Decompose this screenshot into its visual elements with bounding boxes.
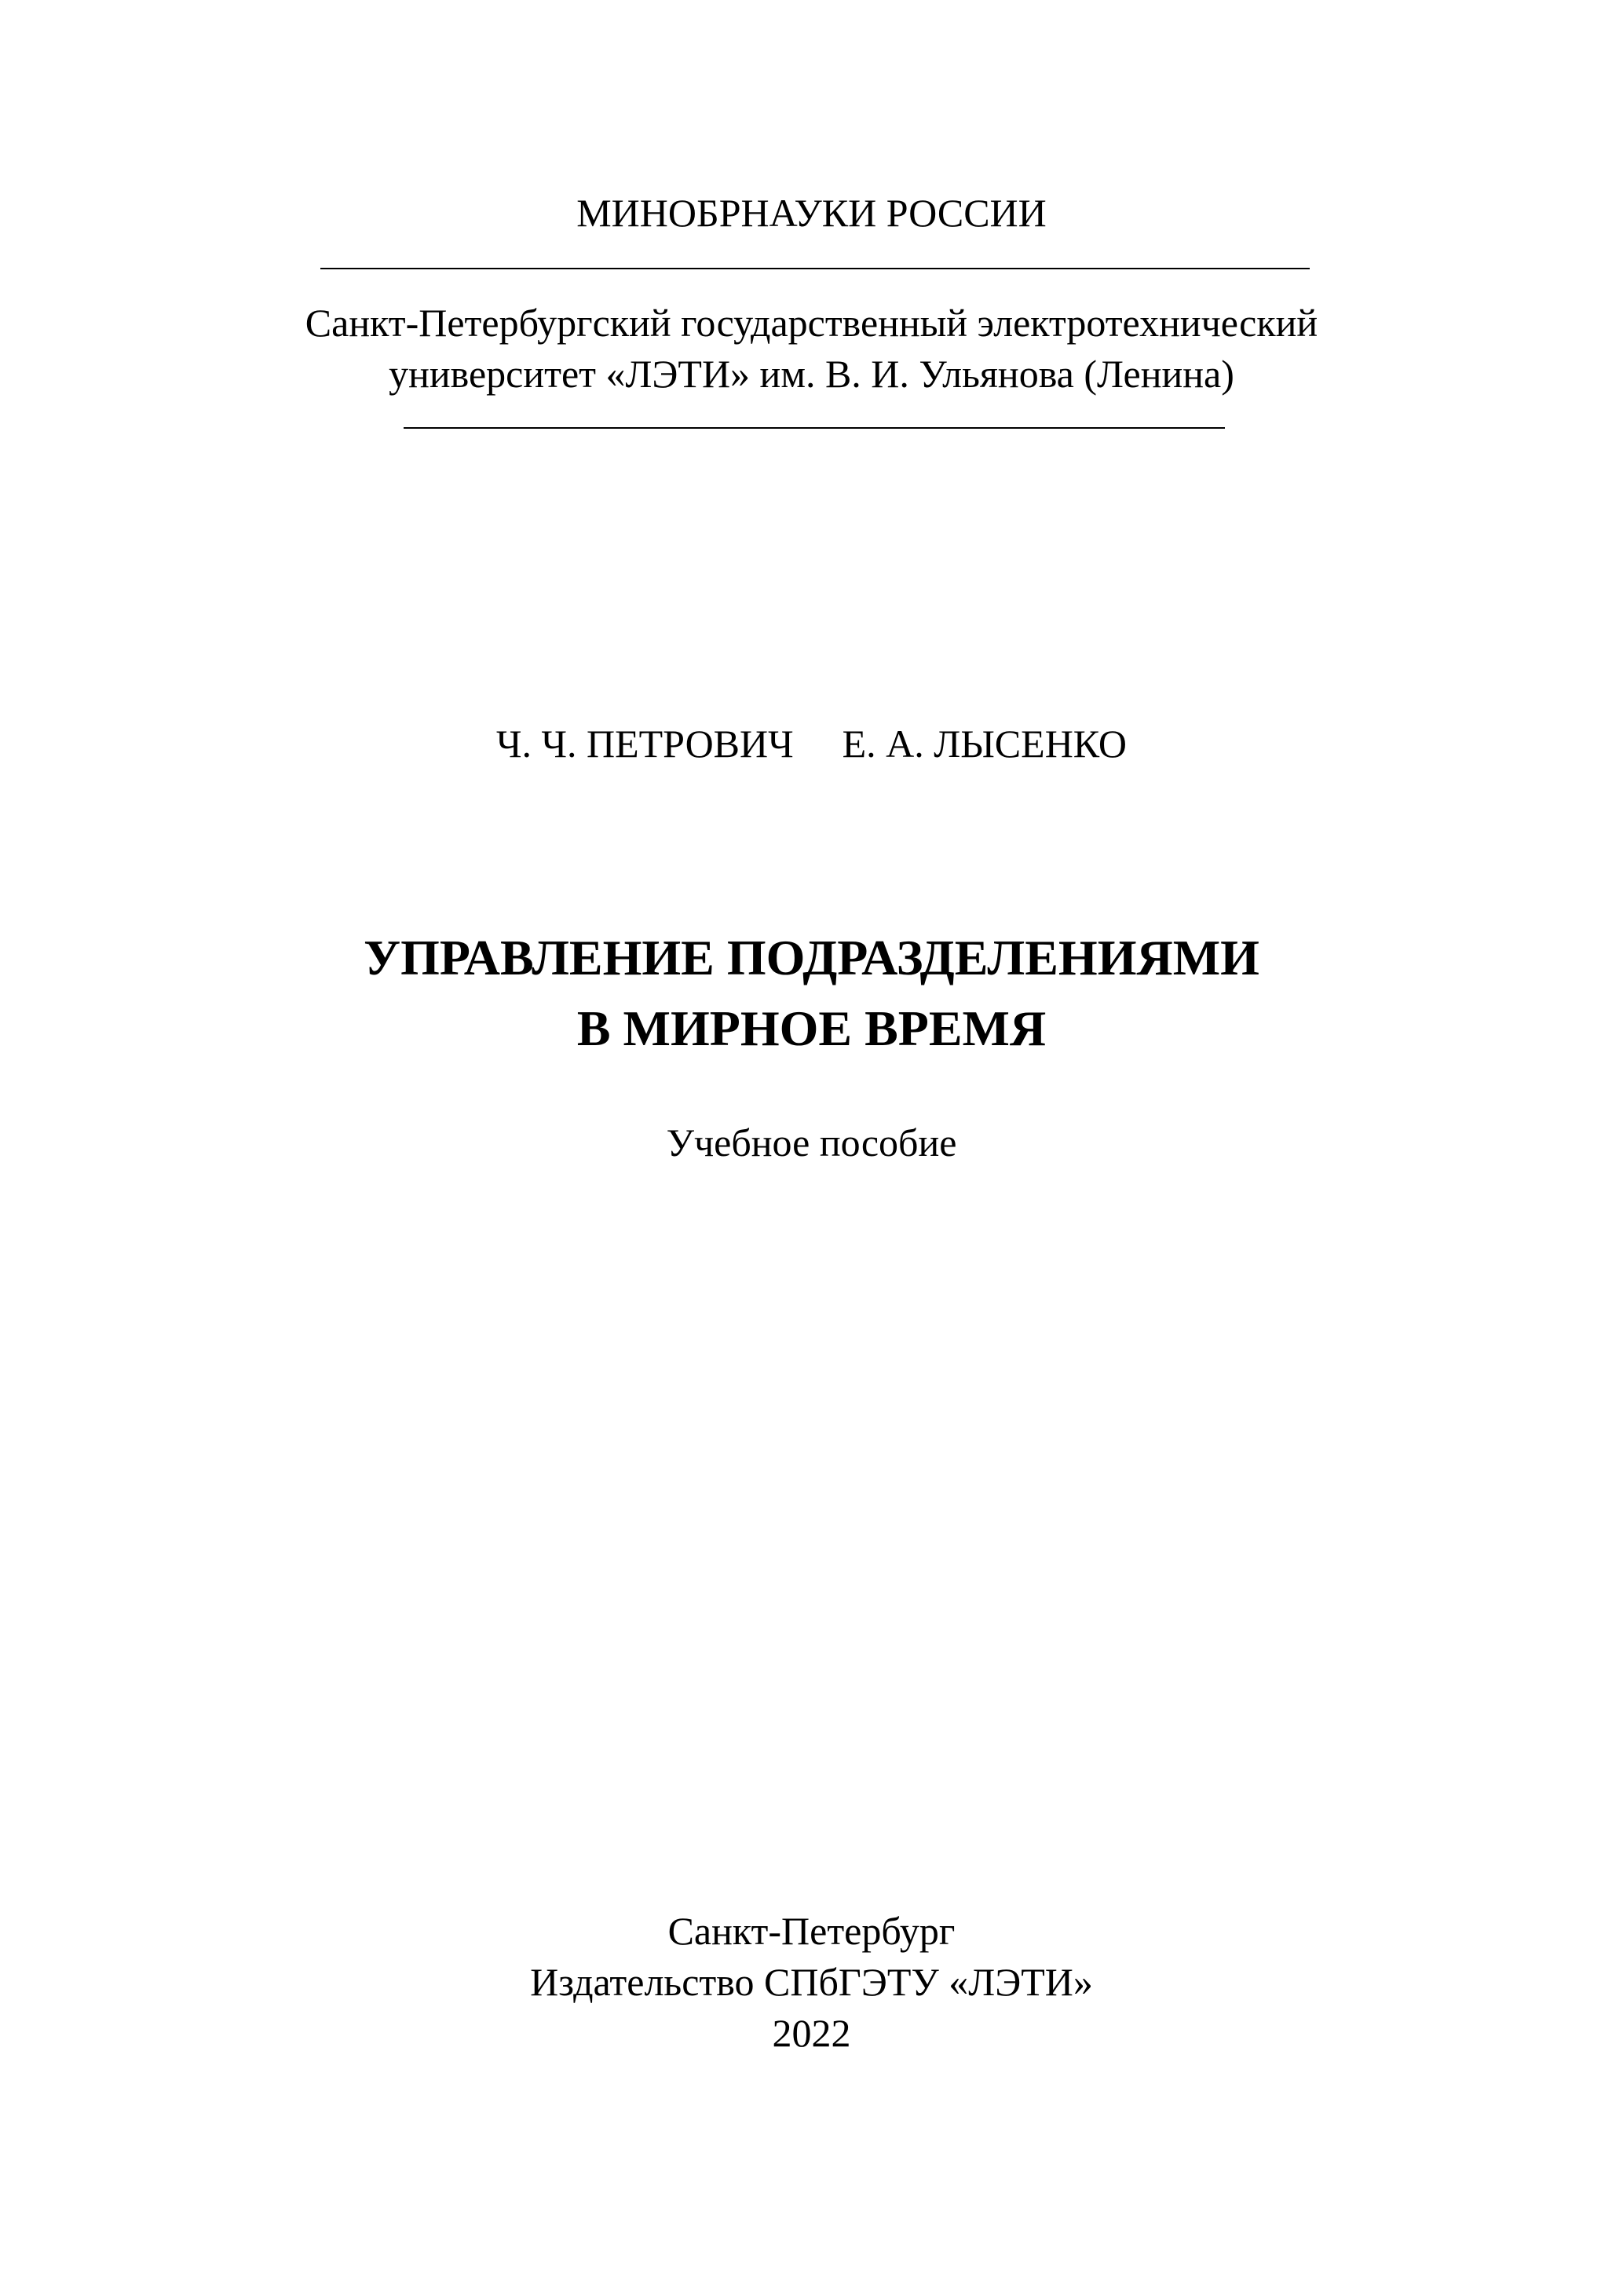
university-name-line-2: университет «ЛЭТИ» им. В. И. Ульянова (Ленина) (389, 352, 1234, 396)
header-divider-top (320, 268, 1310, 269)
ministry-name: МИНОБРНАУКИ РОССИИ (576, 191, 1047, 235)
author-2: Е. А. ЛЫСЕНКО (842, 722, 1128, 766)
imprint-year: 2022 (772, 2011, 851, 2055)
header-divider-bottom (404, 427, 1225, 429)
imprint-publisher: Издательство СПбГЭТУ «ЛЭТИ» (530, 1960, 1093, 2004)
university-name-line-1: Санкт-Петербургский государственный электротехнический (305, 301, 1318, 345)
author-1: Ч. Ч. ПЕТРОВИЧ (495, 722, 794, 766)
authors (0, 722, 1623, 766)
imprint-city: Санкт-Петербург (667, 1909, 956, 1953)
book-subtitle: Учебное пособие (666, 1121, 957, 1164)
book-title-line-1: УПРАВЛЕНИЕ ПОДРАЗДЕЛЕНИЯМИ (364, 930, 1259, 985)
book-title-line-2: В МИРНОЕ ВРЕМЯ (576, 1000, 1047, 1056)
